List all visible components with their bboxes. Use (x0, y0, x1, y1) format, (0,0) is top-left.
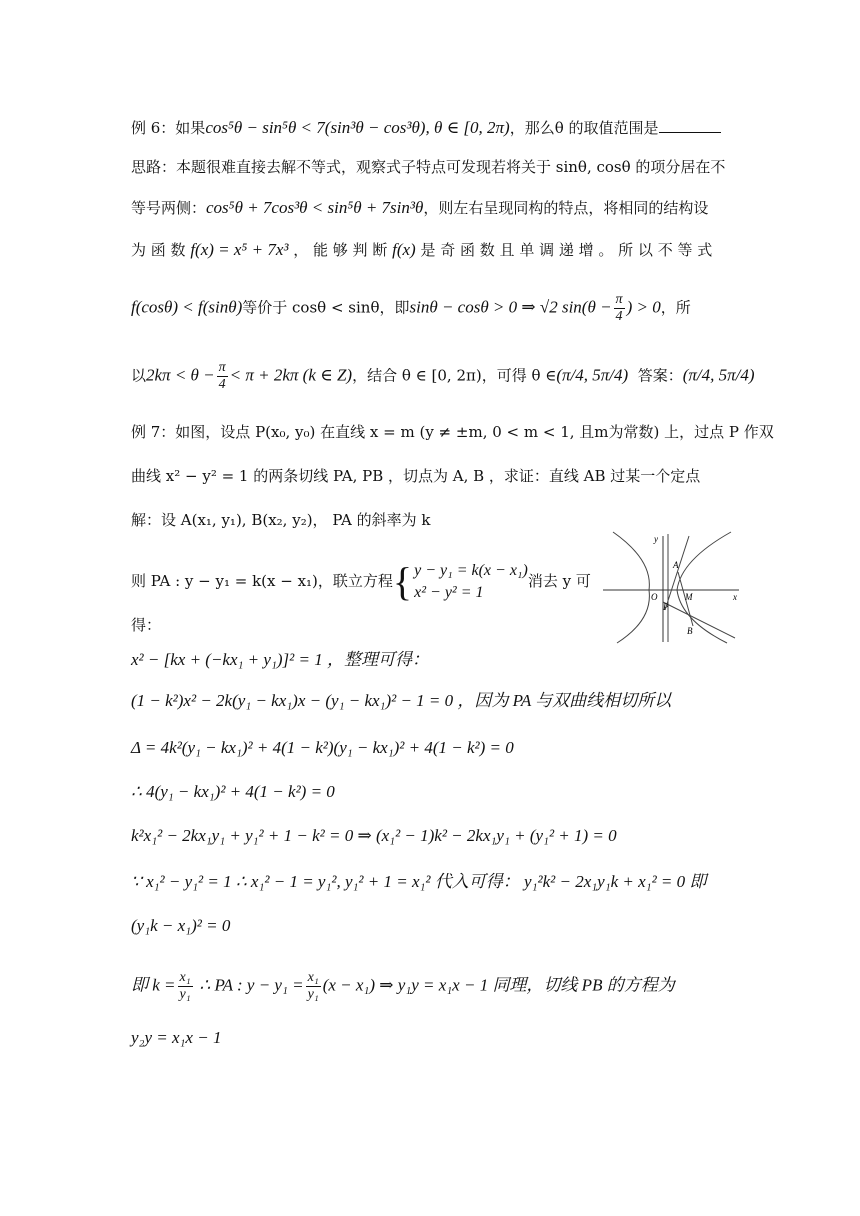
fraction-denominator: 4 (218, 377, 226, 392)
fraction-numerator: π (218, 360, 226, 375)
system-row: y − y₁ = k(x − x₁) (414, 562, 528, 579)
ex6-text: 是 奇 函 数 且 单 调 递 增 。 所 以 不 等 式 (420, 241, 713, 259)
ex6-text: ，则左右呈现同构的特点，将相同的结构设 (423, 199, 709, 217)
fraction-numerator: x₁ (307, 970, 319, 985)
ex7-equation: (1 − k²)x² − 2k(y₁ − kx₁)x − (y₁ − kx₁)² − 1 = 0 ，因为 PA 与双曲线相切所以 (131, 691, 672, 710)
ex7-line6 (131, 650, 429, 670)
hyperbola-figure (603, 530, 743, 645)
ex7-line11 (131, 872, 706, 892)
ex6-question: ，那么θ 的取值范围是 (509, 119, 659, 137)
ex7-equation: (x − x₁) ⇒ y₁y = x₁x − 1 同理，切线 PB 的方程为 (322, 975, 675, 995)
equation-system (414, 560, 528, 604)
tangent-pb (663, 602, 735, 638)
ex7-equation: Δ = 4k²(y₁ − kx₁)² + 4(1 − k²)(y₁ − kx₁)² + 4(1 − k²) = 0 (131, 738, 514, 757)
origin-label: O (651, 592, 658, 602)
ex7-line13 (131, 970, 675, 1003)
ex6-text: ， 能 够 判 断 (293, 241, 388, 259)
pi-over-4 (614, 292, 625, 325)
ex7-equation: 即 k = (131, 975, 176, 995)
ex7-line10 (131, 826, 617, 846)
ex7-line14 (131, 1028, 221, 1048)
ex6-math: 2kπ < θ − (146, 365, 215, 385)
ex7-line8 (131, 738, 514, 758)
fraction-numerator: π (615, 292, 623, 307)
ex6-text: ，结合 θ ∈ [0, 2π)，可得 θ ∈ (352, 366, 557, 385)
ex6-text: 以 (131, 366, 147, 385)
ex7-equation: x² − [kx + (−kx₁ + y₁)]² = 1 ，整理可得： (131, 650, 429, 669)
answer-label: 答案： (637, 366, 683, 385)
ex6-math: cos⁵θ + 7cos³θ < sin⁵θ + 7sin³θ (206, 198, 424, 217)
x-axis-label: x (733, 592, 737, 602)
ex7-line5 (131, 615, 161, 635)
ex6-inequality: cos⁵θ − sin⁵θ < 7(sin³θ − cos³θ), θ ∈ [0, 2π) (205, 118, 510, 137)
ex7-text: 消去 y 可 (527, 572, 591, 590)
ex6-text: 等号两侧： (131, 199, 207, 217)
ex6-answer: (π/4, 5π/4) (682, 365, 755, 385)
ex7-line9 (131, 782, 335, 802)
ex6-text: ，所 (660, 298, 691, 317)
fraction-denominator: y₁ (307, 987, 319, 1002)
point-b-label: B (687, 626, 693, 636)
ex6-line3 (131, 198, 708, 218)
ex6-math: < π + 2kπ (k ∈ Z) (229, 365, 353, 385)
ex7-statement: 例 7：如图，设点 P(x₀, y₀) 在直线 x = m (y ≠ ±m, 0 < m < 1, 且m为常数) 上，过点 P 作双 (131, 423, 774, 441)
point-a-label: A (673, 560, 679, 570)
ex7-equation: ∴ PA : y − y₁ = (199, 975, 304, 995)
fraction-numerator: x₁ (179, 970, 191, 985)
ex6-math: f(x) = x⁵ + 7x³ (190, 240, 289, 259)
x1-over-y1 (306, 970, 321, 1003)
ex7-statement: 曲线 x² − y² = 1 的两条切线 PA, PB ，切点为 A, B ，求证：直线 AB 过某一个定点 (131, 467, 701, 485)
ex6-text: 为 函 数 (131, 241, 186, 259)
fraction-denominator: y₁ (179, 987, 191, 1002)
ex6-line2 (131, 157, 725, 177)
ex7-text: 得： (131, 616, 162, 634)
ex6-line6 (131, 360, 755, 393)
ex7-equation: (y₁k − x₁)² = 0 (131, 916, 231, 935)
point-p-label: P (663, 602, 669, 612)
ex6-interval: (π/4, 5π/4) (556, 365, 629, 385)
ex7-line2 (131, 466, 700, 486)
ex7-equation: ∵ x₁² − y₁² = 1 ∴ x₁² − 1 = y₁², y₁² + 1 = x₁² 代入可得： y₁²k² − 2x₁y₁k + x₁² = 0 即 (131, 872, 707, 891)
ex6-line5 (131, 292, 691, 325)
ex6-math: f(cosθ) < f(sinθ) (131, 297, 243, 317)
ex6-math: ) > 0 (626, 297, 661, 317)
ex7-equation: y₂y = x₁x − 1 (131, 1028, 222, 1047)
ex6-text: 等价于 cosθ < sinθ，即 (242, 298, 410, 317)
ex7-equation: k²x₁² − 2kx₁y₁ + y₁² + 1 − k² = 0 ⇒ (x₁² − 1)k² − 2kx₁y₁ + (y₁² + 1) = 0 (131, 826, 617, 845)
system-row: x² − y² = 1 (414, 584, 484, 601)
hyperbola-left-branch (613, 532, 649, 643)
ex7-line1 (131, 422, 774, 442)
y-axis-label: y (654, 534, 658, 544)
ex6-math: sinθ − cosθ > 0 ⇒ √2 sin(θ − (409, 297, 612, 317)
pi-over-4 (217, 360, 228, 393)
ex6-line1 (131, 118, 721, 138)
ex7-solution: 解：设 A(x₁, y₁), B(x₂, y₂)， PA 的斜率为 k (131, 511, 431, 529)
ex6-line4 (131, 240, 712, 260)
ex7-line3 (131, 510, 431, 530)
fraction-denominator: 4 (615, 309, 623, 324)
ex6-math: f(x) (392, 240, 416, 259)
ex7-line12 (131, 916, 230, 936)
ex7-line4 (131, 560, 591, 604)
ex6-label: 例 6：如果 (131, 119, 206, 137)
ex7-equation: ∴ 4(y₁ − kx₁)² + 4(1 − k²) = 0 (131, 782, 335, 801)
ex7-line7 (131, 691, 671, 711)
x1-over-y1 (178, 970, 193, 1003)
answer-blank (659, 118, 721, 133)
point-m-label: M (685, 592, 693, 602)
ex7-text: 则 PA : y − y₁ = k(x − x₁)，联立方程 (131, 572, 393, 590)
ex6-idea: 思路：本题很难直接去解不等式，观察式子特点可发现若将关于 sinθ, cosθ 的项分居在不 (131, 158, 726, 176)
system-brace: { (392, 559, 413, 604)
